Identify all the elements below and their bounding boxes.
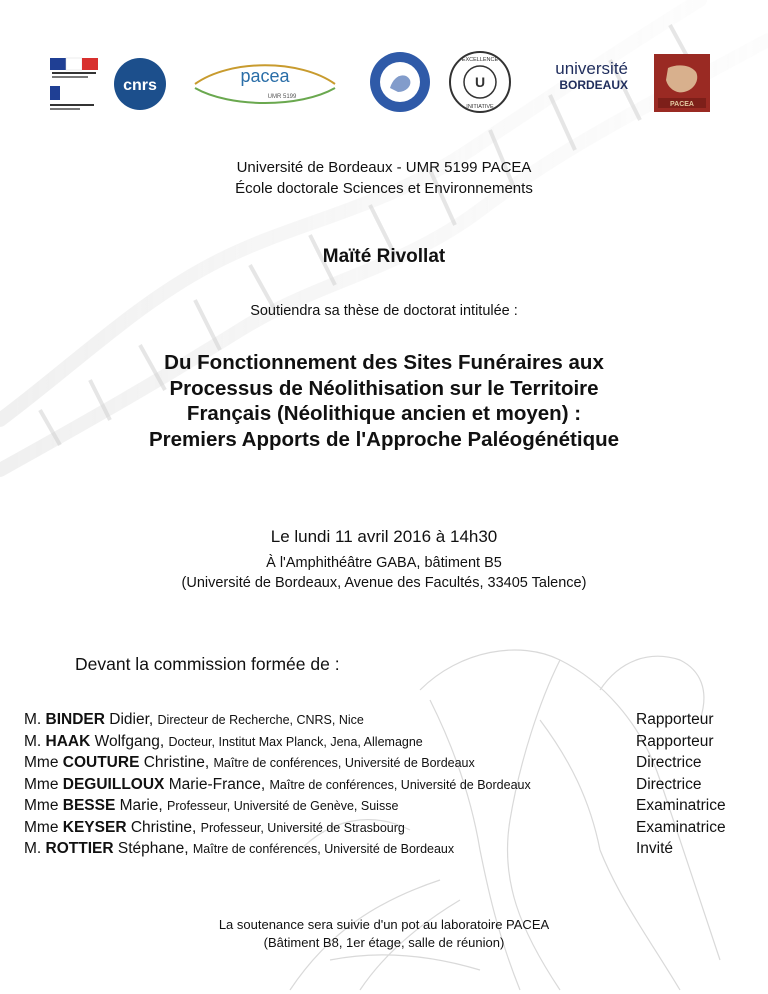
member-first-name: Wolfgang, (94, 732, 165, 750)
member-last-name: BINDER (45, 711, 105, 728)
committee-member (24, 733, 744, 755)
institution-line: Université de Bordeaux - UMR 5199 PACEA (236, 159, 532, 176)
place-line: (Université de Bordeaux, Avenue des Facultés, 33405 Talence) (181, 575, 587, 591)
defense-date: Le lundi 11 avril 2016 à 14h30 (270, 527, 498, 546)
member-title: M. (24, 732, 42, 750)
member-title: M. (24, 711, 42, 728)
thesis-title-line: Français (Néolithique ancien et moyen) : (186, 402, 582, 425)
member-first-name: Christine, (130, 818, 197, 836)
member-last-name: DEGUILLOUX (62, 775, 165, 793)
member-role: Examinatrice (636, 818, 726, 836)
thesis-title-line: Premiers Apports de l'Approche Paléogénétique (148, 427, 620, 451)
place-line: À l'Amphithéâtre GABA, bâtiment B5 (266, 555, 502, 571)
defense-place (0, 553, 768, 593)
member-title: M. (24, 840, 42, 857)
member-affiliation: Professeur, Université de Genève, Suisse (167, 799, 399, 813)
member-first-name: Marie, (119, 797, 163, 814)
member-last-name: COUTURE (62, 754, 140, 771)
footer-line: (Bâtiment B8, 1er étage, salle de réunion) (263, 935, 505, 950)
member-first-name: Marie-France, (168, 775, 266, 793)
thesis-title (60, 350, 708, 452)
logos-row (40, 48, 730, 118)
pacea-logo-subtext: UMR 5199 (267, 94, 297, 100)
member-role: Directrice (636, 775, 702, 793)
member-first-name: Christine, (143, 754, 210, 771)
thesis-title-line: Processus de Néolithisation sur le Territoire (169, 376, 599, 400)
pacea-logo (190, 54, 340, 108)
doctoral-school-line: École doctorale Sciences et Environnements (235, 180, 533, 197)
member-role: Rapporteur (636, 732, 714, 750)
committee-member (24, 797, 744, 819)
member-affiliation: Maître de conférences, Université de Bordeaux (269, 777, 531, 792)
member-first-name: Stéphane, (117, 840, 189, 857)
member-last-name: KEYSER (62, 818, 127, 836)
ub-logo-line1: université (555, 59, 628, 78)
idex-logo (448, 50, 512, 114)
pacea-logo-text: pacea (240, 66, 290, 86)
member-title: Mme (24, 775, 59, 793)
universite-bordeaux-logo (524, 60, 634, 104)
member-last-name: HAAK (45, 732, 91, 750)
member-last-name: ROTTIER (45, 840, 114, 857)
ub-logo-line2: BORDEAUX (559, 78, 628, 92)
committee-member (24, 711, 744, 733)
committee-member (24, 840, 744, 862)
thesis-title-line: Du Fonctionnement des Sites Funéraires aux (164, 351, 604, 374)
svg-text:U: U (474, 74, 486, 90)
cnrs-logo (112, 56, 168, 112)
member-title: Mme (24, 797, 59, 814)
member-affiliation: Maître de conférences, Université de Bordeaux (213, 756, 475, 770)
footer-line: La soutenance sera suivie d'un pot au laboratoire PACEA (218, 917, 550, 932)
institution-block (0, 157, 768, 199)
member-first-name: Didier, (109, 711, 154, 728)
cnrs-logo-text: cnrs (123, 77, 157, 94)
member-last-name: BESSE (62, 797, 116, 814)
member-affiliation: Docteur, Institut Max Planck, Jena, Allemagne (168, 734, 423, 749)
member-role: Rapporteur (636, 711, 714, 728)
author-name: Maïté Rivollat (322, 246, 446, 267)
committee-heading: Devant la commission formée de : (75, 654, 340, 674)
member-role: Examinatrice (636, 797, 726, 814)
ministry-marianne-logo (48, 56, 104, 112)
intro-text: Soutiendra sa thèse de doctorat intitulée : (250, 303, 518, 319)
member-role: Invité (636, 840, 674, 857)
pacea-red-logo-text: PACEA (670, 101, 694, 108)
committee-member (24, 819, 744, 841)
committee-member (24, 776, 744, 798)
investissements-avenir-logo (368, 50, 432, 114)
committee-member (24, 754, 744, 776)
idex-bottom-text: INITIATIVE (466, 104, 494, 110)
member-title: Mme (24, 754, 59, 771)
member-affiliation: Professeur, Université de Strasbourg (200, 820, 405, 835)
idex-top-text: EXCELLENCE (461, 57, 499, 63)
member-affiliation: Directeur de Recherche, CNRS, Nice (157, 713, 364, 727)
pacea-red-logo (654, 54, 710, 112)
committee-list (24, 711, 744, 862)
member-role: Directrice (636, 754, 702, 771)
member-affiliation: Maître de conférences, Université de Bordeaux (192, 842, 455, 856)
footer-note (0, 916, 768, 952)
member-title: Mme (24, 818, 59, 836)
